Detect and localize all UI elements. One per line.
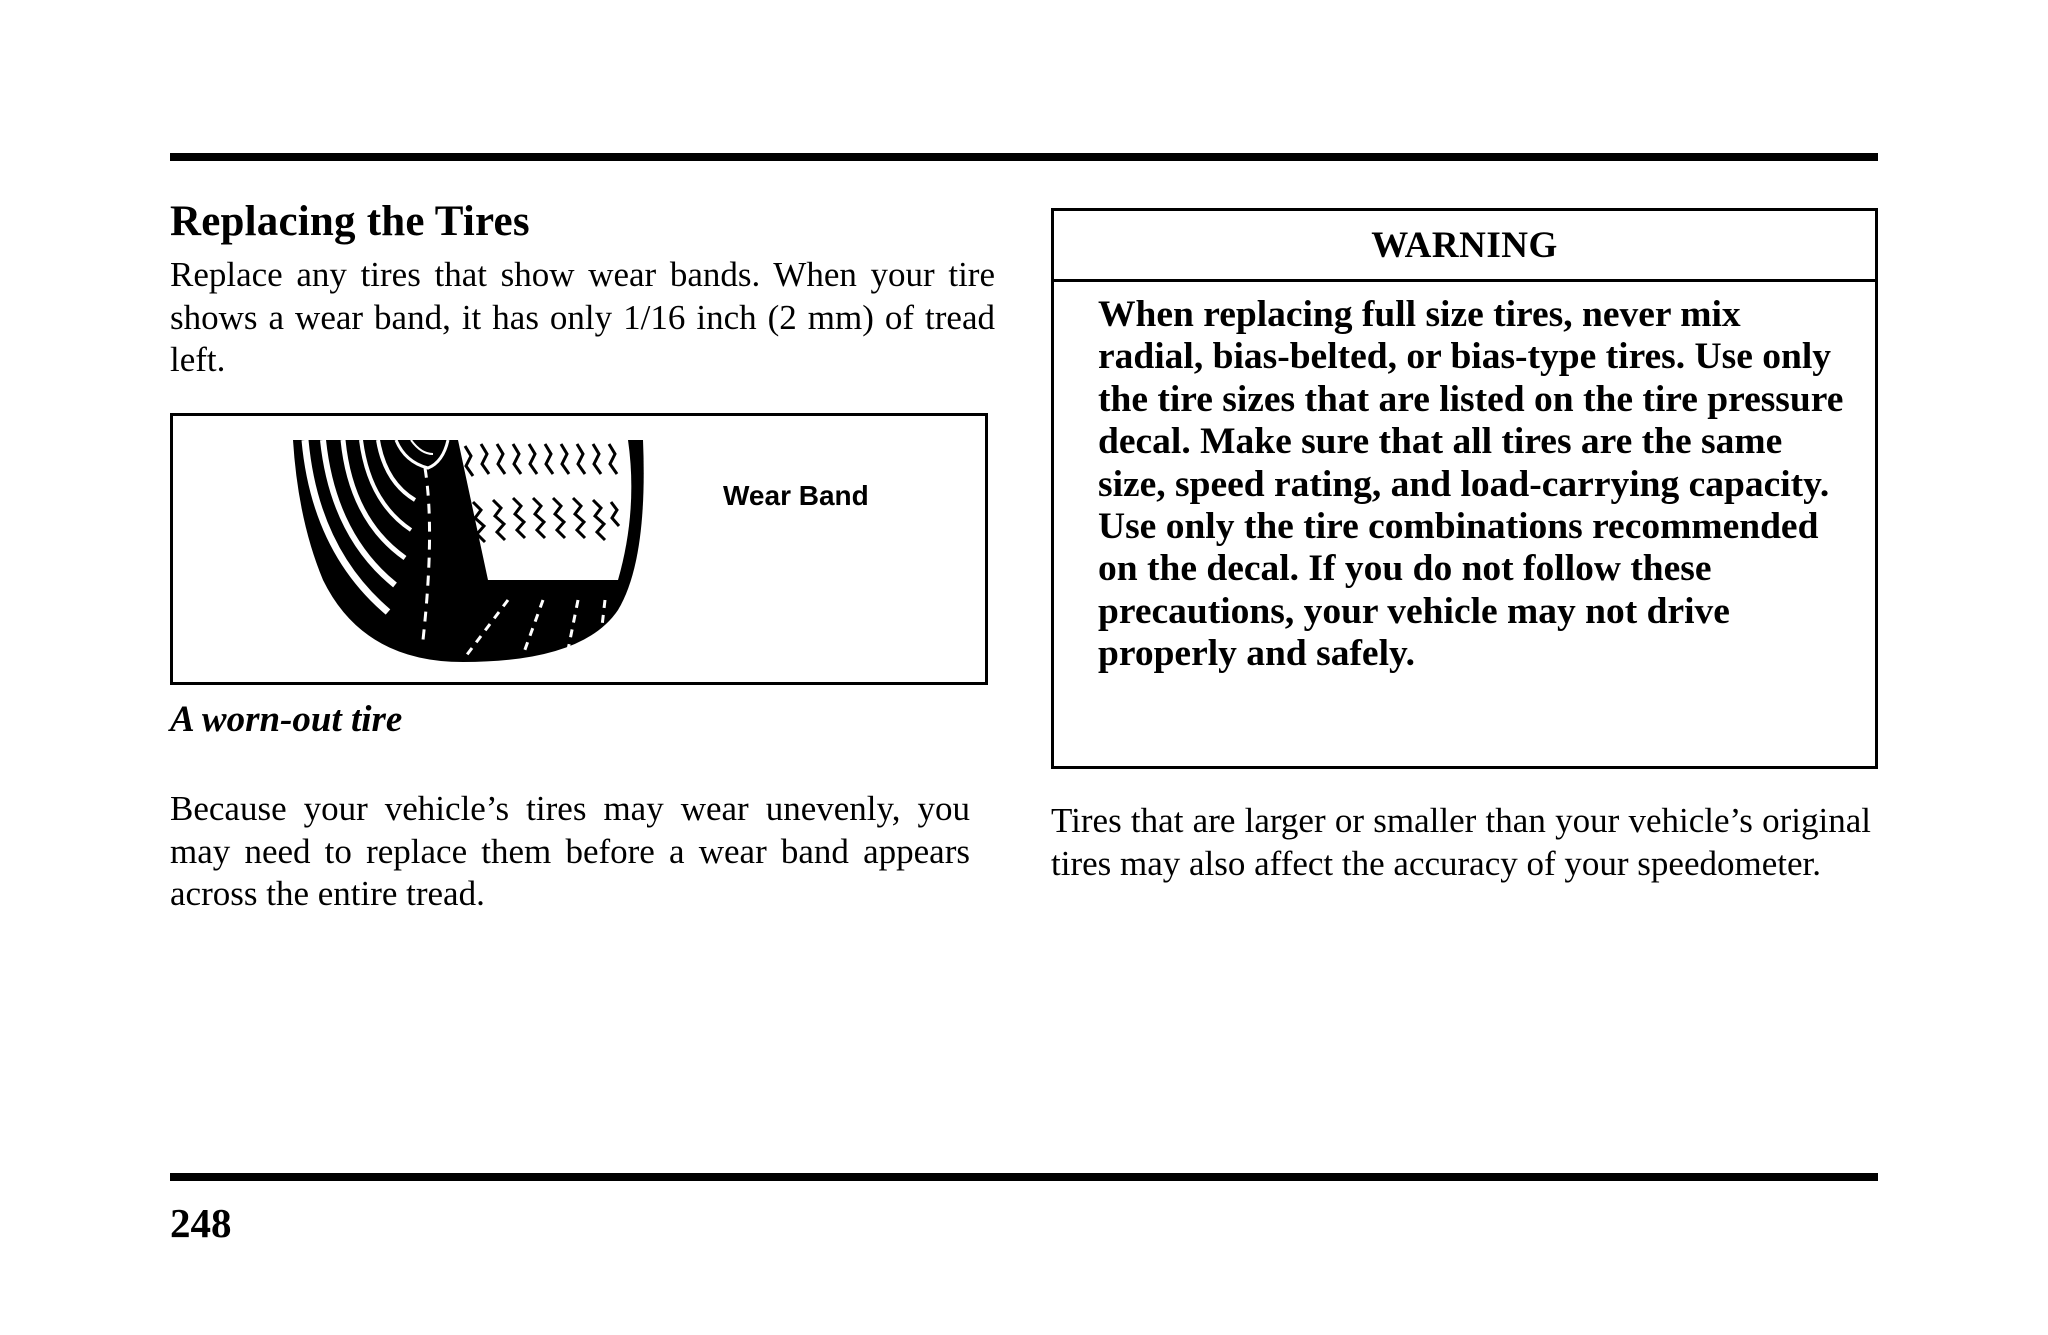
tire-size-paragraph: Tires that are larger or smaller than your vehicle’s original tires may also affect the accuracy of your speedometer. [1051, 801, 1871, 883]
left-column [170, 196, 998, 382]
warning-heading: WARNING [1054, 211, 1875, 282]
figure-caption: A worn-out tire [170, 699, 403, 740]
worn-tire-figure [170, 413, 988, 685]
bottom-rule [170, 1173, 1878, 1181]
wear-band-label: Wear Band [723, 480, 869, 511]
worn-tire-illustration [293, 440, 653, 665]
page-number: 248 [170, 1200, 232, 1246]
section-title: Replacing the Tires [170, 198, 530, 245]
top-rule [170, 153, 1878, 161]
warning-text: When replacing full size tires, never mix radial, bias-belted, or bias-type tires. Use only the tire sizes that are listed on the tire pressure decal. Make sure that all tires are the same size, speed rating, and load-carrying capacity. Use only the tire combinations recommended on the decal. If you do not follow these precautions, your vehicle may not drive properly and safely. [1098, 294, 1844, 675]
intro-paragraph: Replace any tires that show wear bands. When your tire shows a wear band, it has only 1/16 inch (2 mm) of tread left. [170, 255, 995, 379]
uneven-wear-paragraph: Because your vehicle’s tires may wear unevenly, you may need to replace them before a wear band appears across the entire tread. [170, 789, 970, 913]
warning-box [1051, 208, 1878, 769]
